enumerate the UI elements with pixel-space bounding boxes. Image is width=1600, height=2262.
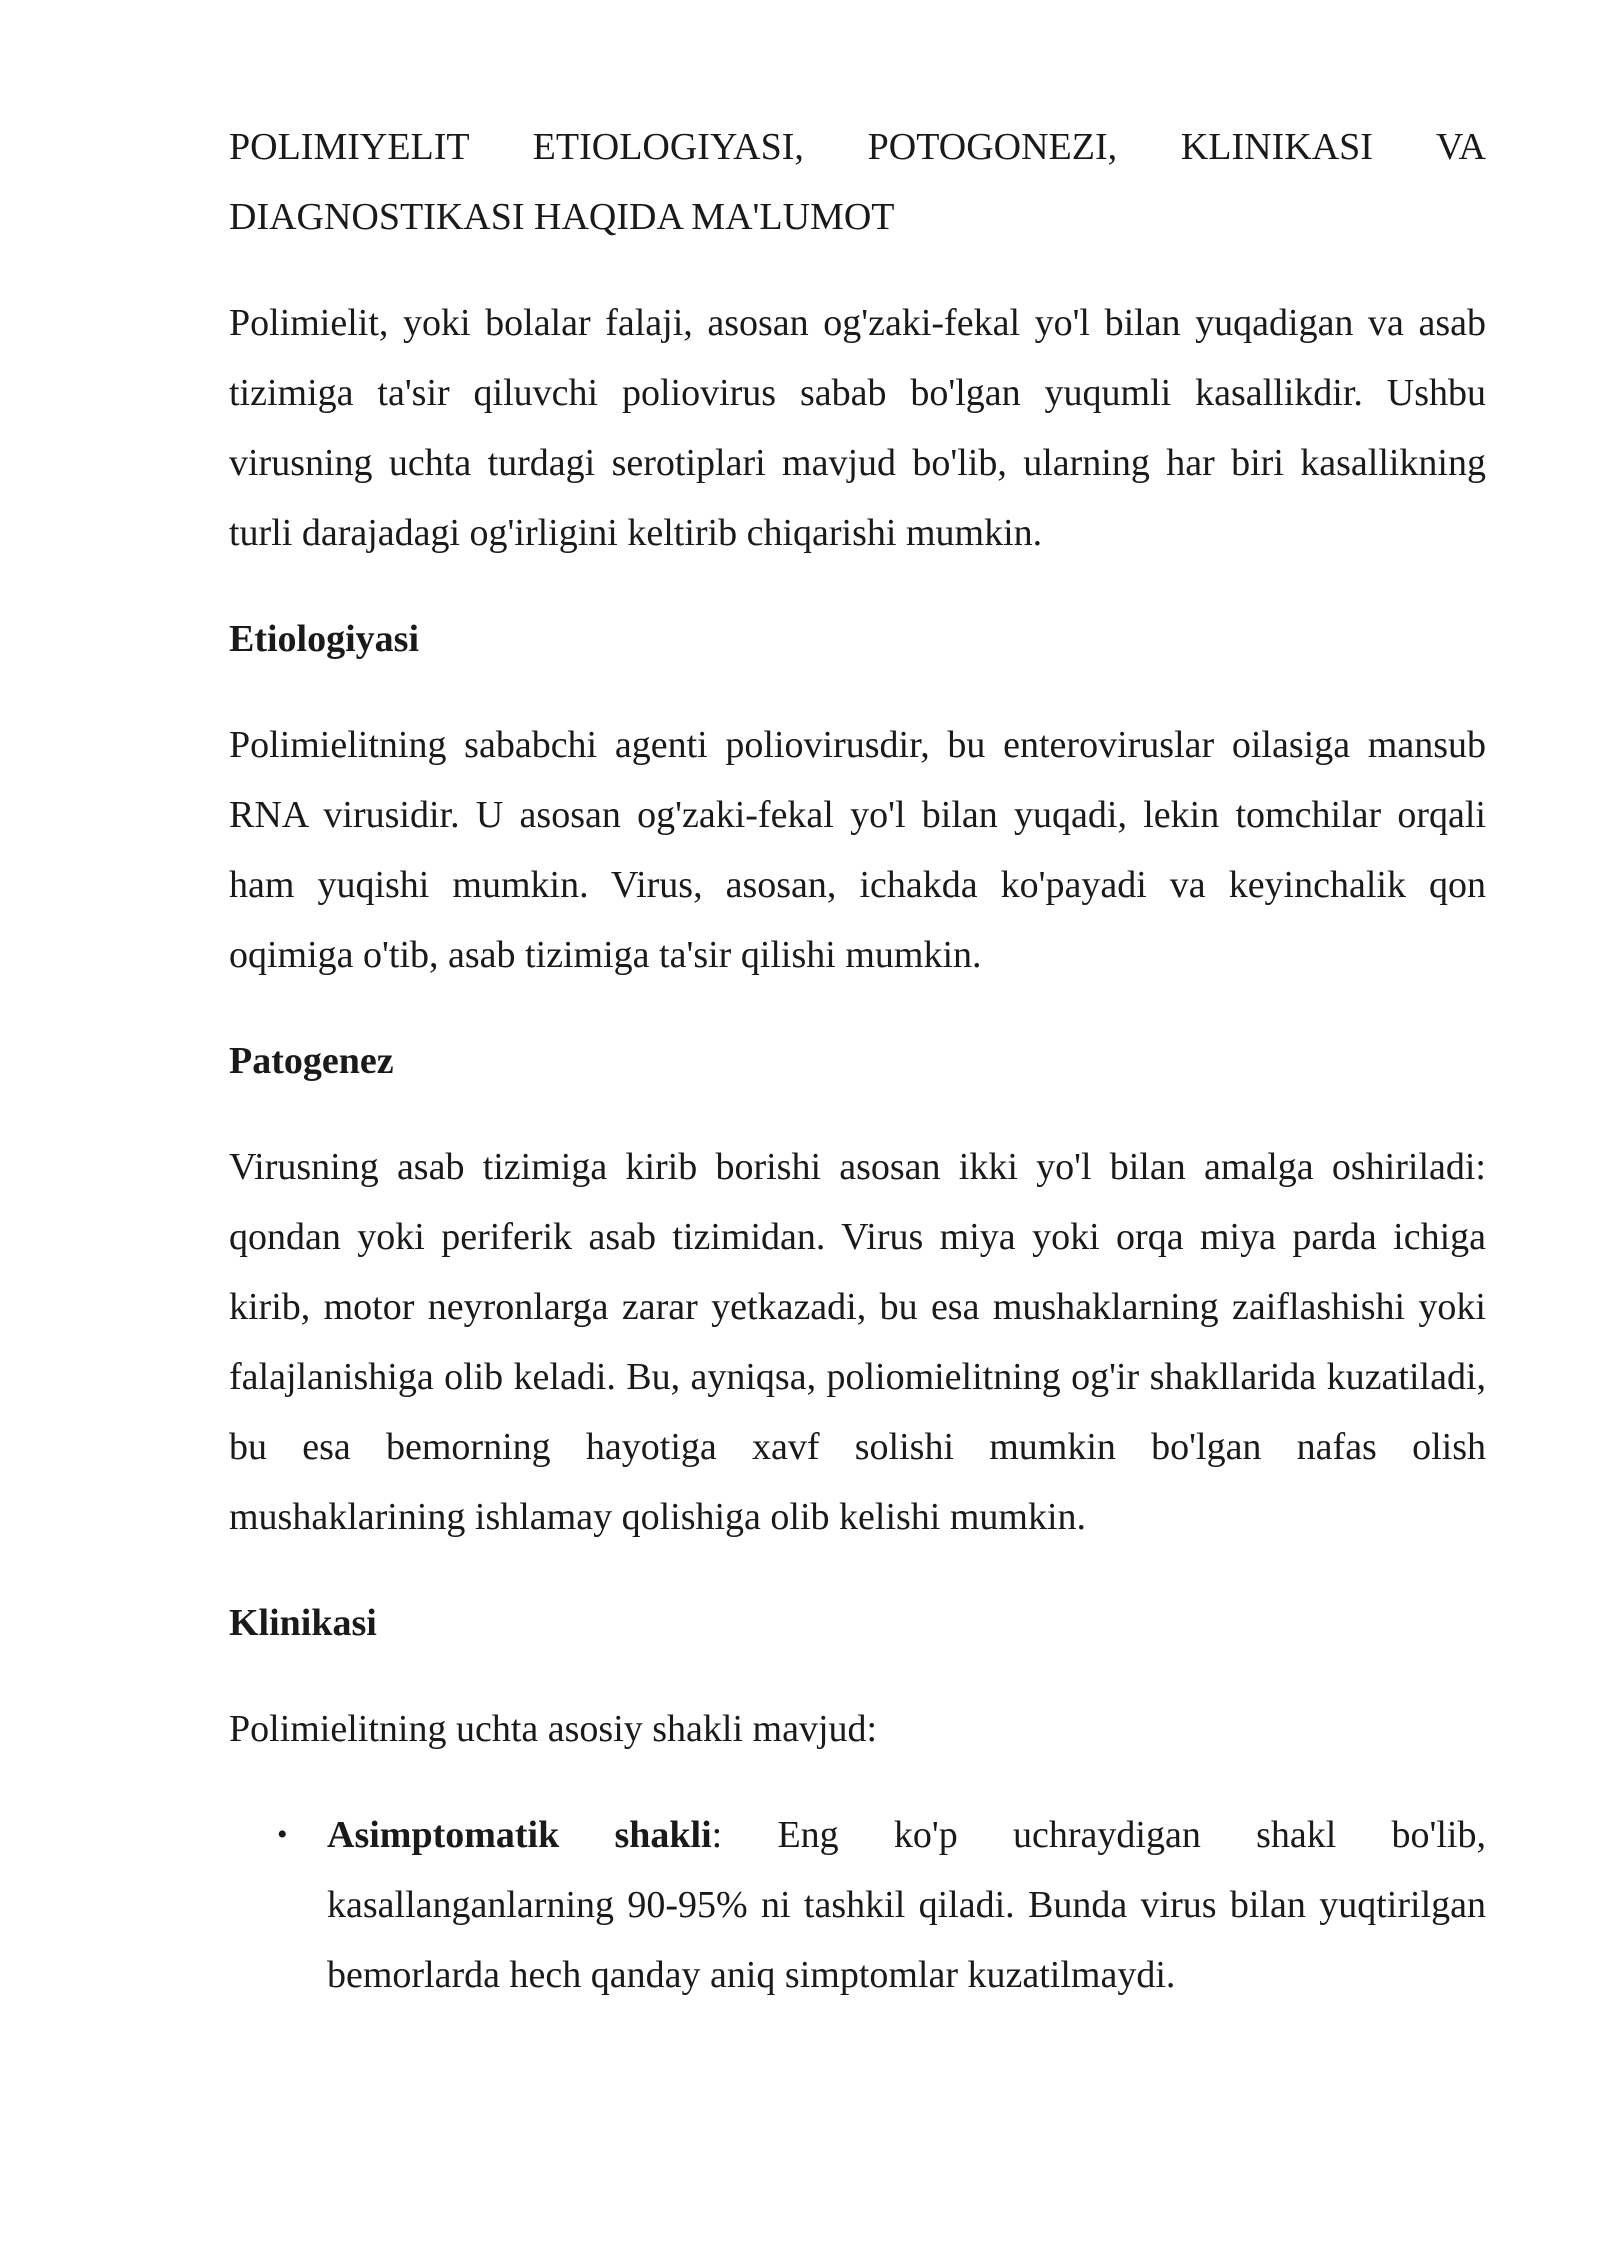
clinical-heading: Klinikasi [229, 1602, 377, 1644]
pathogenesis-paragraph: Virusning asab tizimiga kirib borishi asosan ikki yo'l bilan amalga oshiriladi: qondan yoki periferik asab tizimidan. Virus miya yoki orqa miya parda ichiga kirib, motor neyronlarga zarar yetkazadi, bu esa mushaklarning zaiflashishi yoki falajlanishiga olib keladi. Bu, ayniqsa, poliomielitning og'ir shakllarida kuzatiladi, bu esa bemorning hayotiga xavf solishi mumkin bo'lgan nafas olish mushaklarining ishlamay qolishiga olib kelishi mumkin. [229, 1146, 1486, 1538]
list-item-text: : Eng ko'p uchraydigan shakl bo'lib, kasallanganlarning 90-95% ni tashkil qiladi. Bunda virus bilan yuqtirilgan bemorlarda hech qanday aniq simptomlar kuzatilmaydi. [327, 1814, 1486, 1996]
clinical-intro-paragraph: Polimielitning uchta asosiy shakli mavjud: [229, 1708, 878, 1750]
list-item [277, 1800, 1486, 2010]
clinical-forms-list [229, 1800, 1486, 2010]
document-title-line2: DIAGNOSTIKASI HAQIDA MA'LUMOT [229, 196, 895, 238]
etiology-heading: Etiologiyasi [229, 618, 420, 660]
intro-paragraph: Polimielit, yoki bolalar falaji, asosan og'zaki-fekal yo'l bilan yuqadigan va asab tizimiga ta'sir qiluvchi poliovirus sabab bo'lgan yuqumli kasallikdir. Ushbu virusning uchta turdagi serotiplari mavjud bo'lib, ularning har biri kasallikning turli darajadagi og'irligini keltirib chiqarishi mumkin. [229, 302, 1486, 554]
bullet-icon: • [277, 1818, 288, 1851]
pathogenesis-heading: Patogenez [229, 1040, 394, 1082]
list-item-term: Asimptomatik shakli [327, 1814, 712, 1856]
document-page [229, 112, 1486, 2010]
document-title-line1: POLIMIYELIT ETIOLOGIYASI, POTOGONEZI, KLINIKASI VA [229, 126, 1486, 168]
document-title [229, 112, 1486, 252]
etiology-paragraph: Polimielitning sababchi agenti poliovirusdir, bu enteroviruslar oilasiga mansub RNA virusidir. U asosan og'zaki-fekal yo'l bilan yuqadi, lekin tomchilar orqali ham yuqishi mumkin. Virus, asosan, ichakda ko'payadi va keyinchalik qon oqimiga o'tib, asab tizimiga ta'sir qilishi mumkin. [229, 724, 1486, 976]
